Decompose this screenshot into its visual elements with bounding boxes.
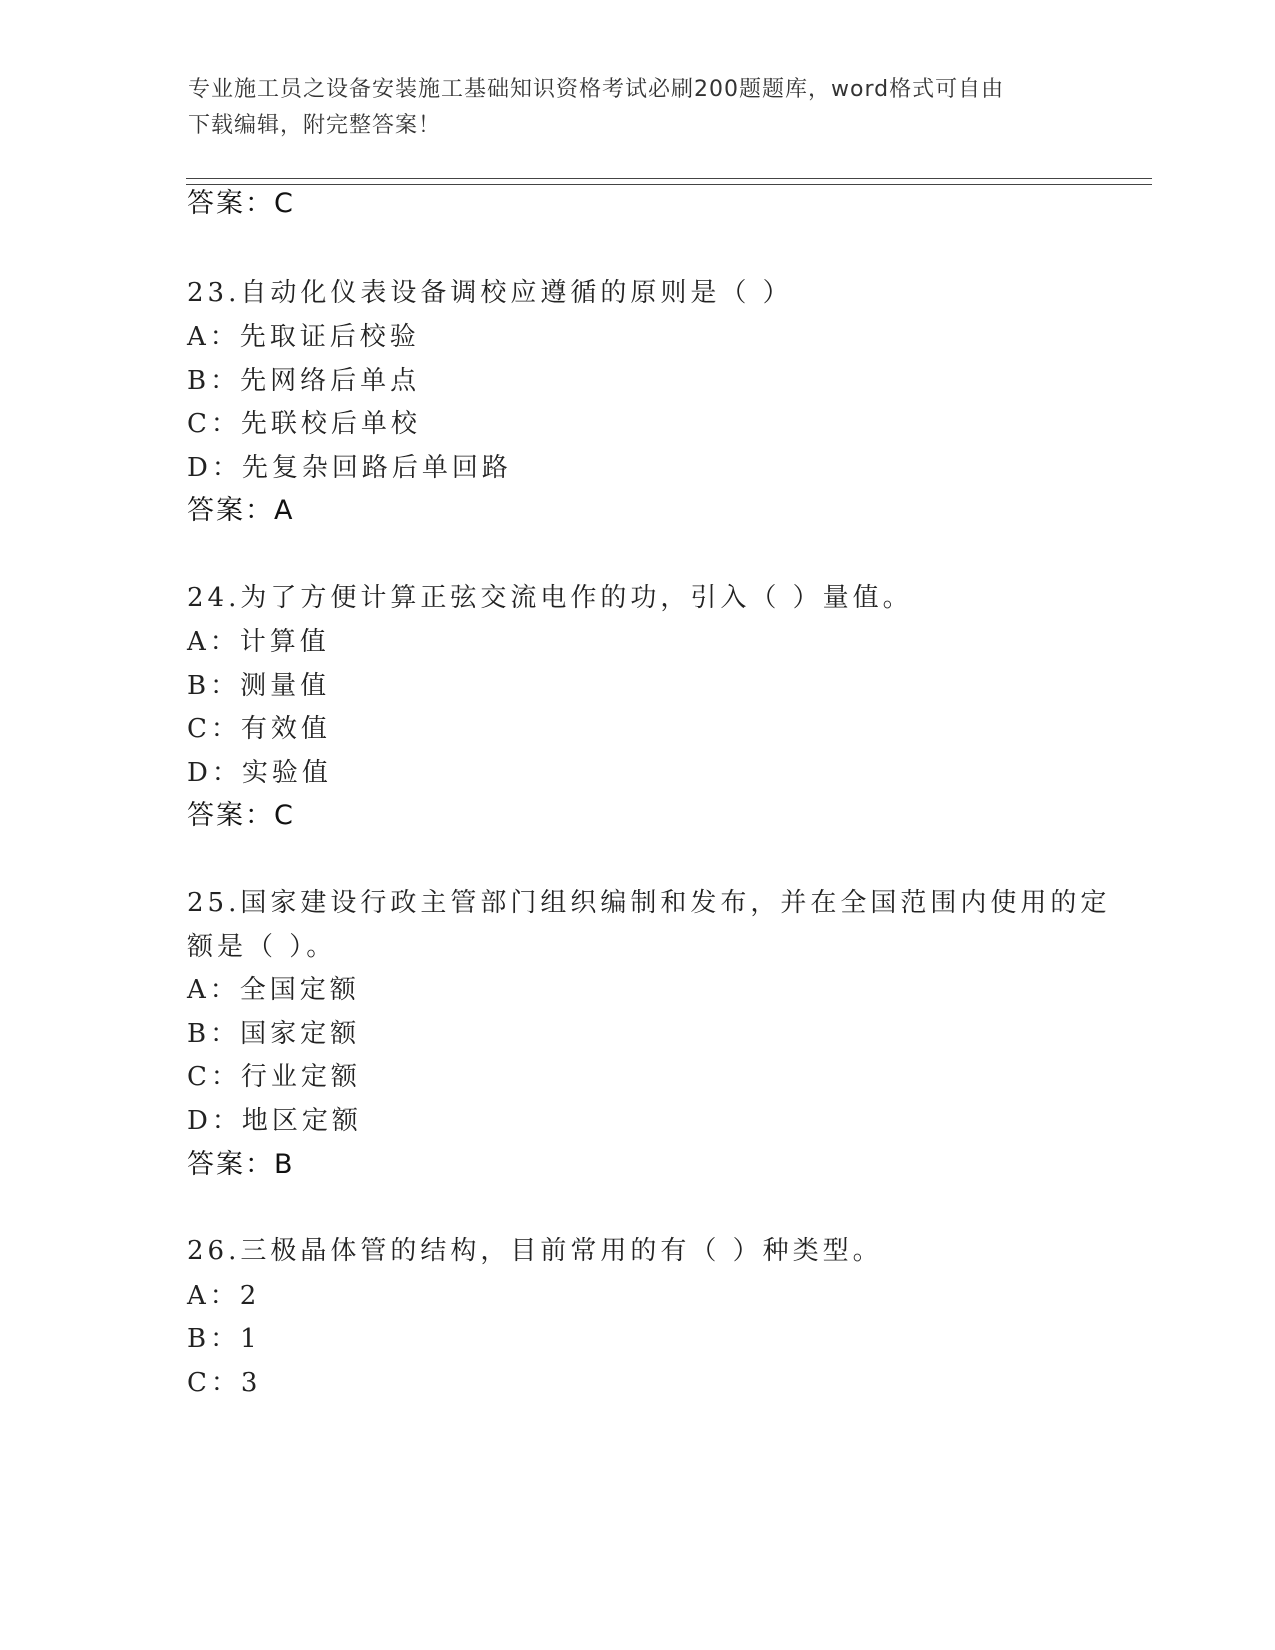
- question-26-option-c: C：3: [187, 1368, 262, 1398]
- question-24-option-a: A：计算值: [187, 627, 330, 657]
- header-line-1: 专业施工员之设备安装施工基础知识资格考试必刷200题题库，word格式可自由: [188, 77, 1005, 102]
- question-24-stem: 24.为了方便计算正弦交流电作的功，引入（ ）量值。: [187, 583, 913, 613]
- header-divider-bottom: [186, 184, 1152, 185]
- question-26-option-a: A：2: [187, 1281, 261, 1311]
- question-26-stem: 26.三极晶体管的结构，目前常用的有（ ）种类型。: [187, 1236, 883, 1266]
- question-25-option-d: D：地区定额: [187, 1106, 362, 1136]
- question-23-option-a: A：先取证后校验: [187, 322, 420, 352]
- question-24-option-d: D：实验值: [187, 758, 332, 788]
- document-header: [188, 72, 1068, 144]
- question-25-option-b: B：国家定额: [187, 1019, 361, 1049]
- question-23-option-b: B：先网络后单点: [187, 366, 421, 396]
- header-divider-top: [186, 178, 1152, 179]
- answer-23: 答案：A: [187, 495, 295, 526]
- question-25-option-a: A：全国定额: [187, 975, 360, 1005]
- question-23-stem: 23.自动化仪表设备调校应遵循的原则是（ ）: [187, 278, 793, 308]
- answer-prev: 答案：C: [187, 188, 295, 219]
- question-24-option-b: B：测量值: [187, 671, 331, 701]
- question-25-option-c: C：行业定额: [187, 1062, 361, 1092]
- question-23-option-d: D：先复杂回路后单回路: [187, 453, 512, 483]
- question-24-option-c: C：有效值: [187, 714, 331, 744]
- question-26-option-b: B：1: [187, 1324, 261, 1354]
- answer-24: 答案：C: [187, 800, 295, 831]
- question-25-stem-line-1: 25.国家建设行政主管部门组织编制和发布，并在全国范围内使用的定: [187, 888, 1111, 918]
- answer-25: 答案：B: [187, 1149, 295, 1180]
- question-23-option-c: C：先联校后单校: [187, 409, 421, 439]
- header-line-2: 下载编辑，附完整答案！: [188, 113, 442, 138]
- question-25-stem-line-2: 额是（ ）。: [187, 932, 337, 962]
